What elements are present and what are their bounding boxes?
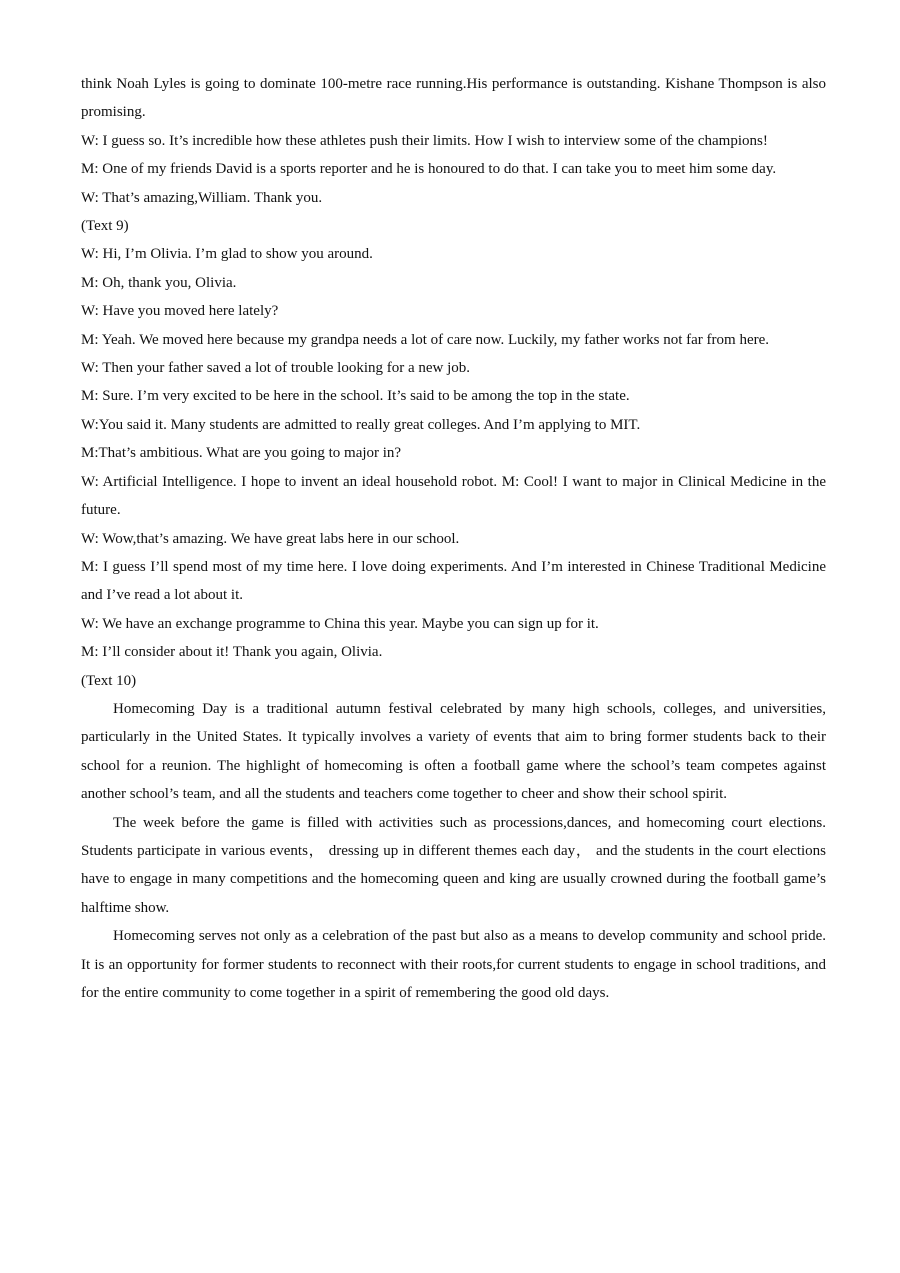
dialogue-line: W: Have you moved here lately? [81,303,279,320]
dialogue-line: M: One of my friends David is a sports reporter and he is honoured to do that. I can take you to meet him some day. [81,161,777,178]
document-body [81,70,826,1007]
dialogue-line: W: Wow,that’s amazing. We have great labs here in our school. [81,530,460,547]
homecoming-paragraph-2: The week before the game is filled with activities such as processions,dances, and homecoming court elections. Students participate in various events， dressing up in different themes each day， and the students in the court elections have to engage in many competitions and the homecoming queen and king are usually crowned during the football game’s halftime show. [81,814,826,916]
dialogue-line: W: Artificial Intelligence. I hope to invent an ideal household robot. M: Cool! I want to major in Clinical Medicine in the future. [81,473,826,519]
section-heading-text-10: (Text 10) [81,672,137,689]
dialogue-line: M: Sure. I’m very excited to be here in the school. It’s said to be among the top in the state. [81,388,630,405]
dialogue-line: M: Yeah. We moved here because my grandpa needs a lot of care now. Luckily, my father works not far from here. [81,331,770,348]
section-heading-text-9: (Text 9) [81,218,129,235]
dialogue-line: M:That’s ambitious. What are you going to major in? [81,445,402,462]
dialogue-line-continuation: think Noah Lyles is going to dominate 100-metre race running.His performance is outstanding. Kishane Thompson is also promising. [81,76,826,121]
homecoming-paragraph-1: Homecoming Day is a traditional autumn festival celebrated by many high schools, colleges, and universities, particularly in the United States. It typically involves a variety of events that aim to bring former students back to their school for a reunion. The highlight of homecoming is often a football game where the school’s team competes against another school’s team, and all the students and teachers come together to cheer and show their school spirit. [81,700,826,803]
dialogue-line: M: Oh, thank you, Olivia. [81,274,237,291]
dialogue-line: W: That’s amazing,William. Thank you. [81,189,323,206]
dialogue-line: W:You said it. Many students are admitted to really great colleges. And I’m applying to MIT. [81,416,641,433]
homecoming-paragraph-3: Homecoming serves not only as a celebration of the past but also as a means to develop community and school pride. It is an opportunity for former students to reconnect with their roots,for current students to engage in school traditions, and for the entire community to come together in a spirit of remembering the good old days. [81,928,826,1001]
dialogue-line: M: I’ll consider about it! Thank you again, Olivia. [81,644,383,661]
dialogue-line: W: Then your father saved a lot of trouble looking for a new job. [81,360,471,377]
dialogue-line: W: We have an exchange programme to China this year. Maybe you can sign up for it. [81,615,599,632]
dialogue-line: W: I guess so. It’s incredible how these athletes push their limits. How I wish to interview some of the champions! [81,132,768,149]
dialogue-line: W: Hi, I’m Olivia. I’m glad to show you around. [81,246,373,263]
dialogue-line: M: I guess I’ll spend most of my time here. I love doing experiments. And I’m interested in Chinese Traditional Medicine and I’ve read a lot about it. [81,558,826,604]
